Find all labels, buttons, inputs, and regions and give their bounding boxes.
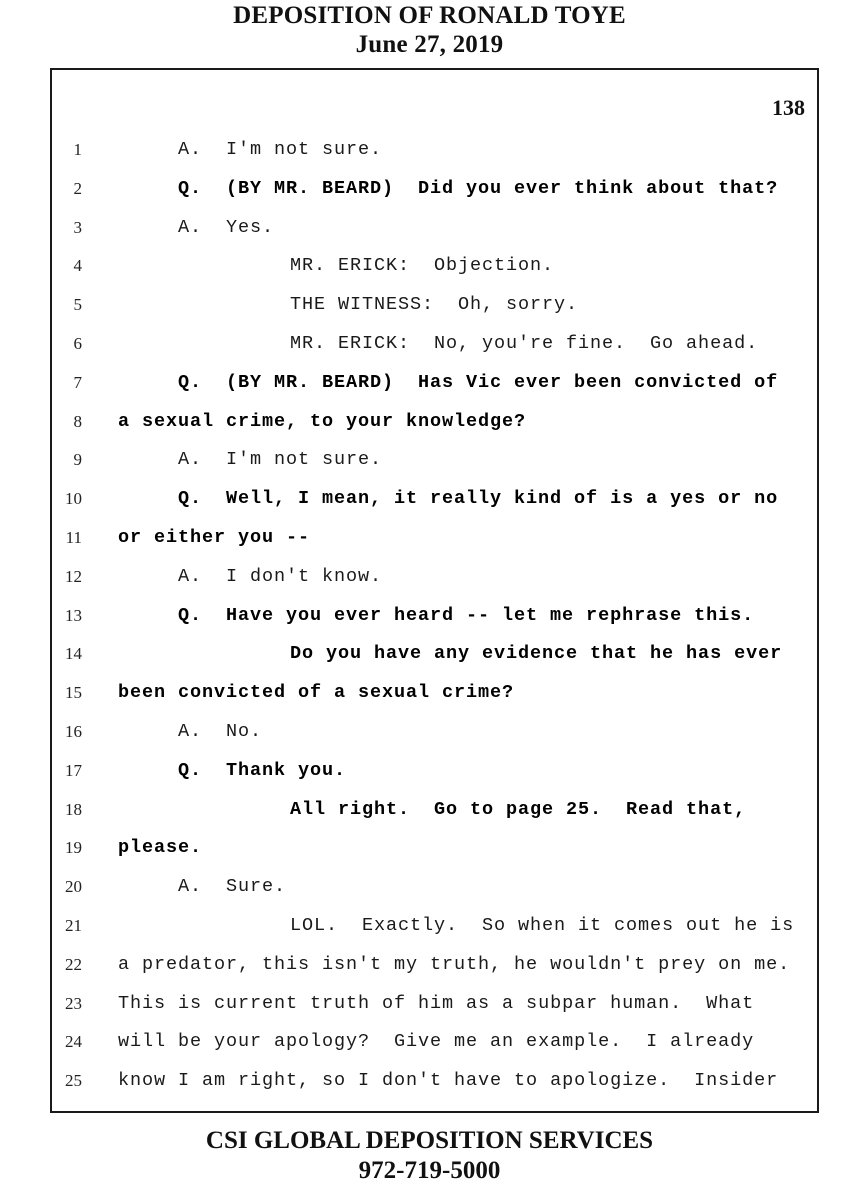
transcript-line <box>52 1070 817 1109</box>
line-text: Q. Well, I mean, it really kind of is a yes or no <box>178 488 779 510</box>
line-number: 20 <box>65 877 82 897</box>
line-text: A. I'm not sure. <box>178 449 383 471</box>
line-number: 16 <box>65 722 82 741</box>
transcript-line <box>52 1031 817 1070</box>
transcript-line <box>52 139 817 178</box>
line-text: A. Sure. <box>178 876 287 898</box>
line-number: 8 <box>73 411 82 431</box>
document-title: DEPOSITION OF RONALD TOYE <box>233 2 626 29</box>
line-number: 18 <box>65 799 82 819</box>
transcript-line <box>52 876 817 915</box>
page-number: 138 <box>772 95 805 120</box>
line-number: 17 <box>65 760 82 780</box>
line-text: A. I don't know. <box>178 565 383 587</box>
line-text: a sexual crime, to your knowledge? <box>118 410 527 432</box>
line-number: 9 <box>73 450 82 470</box>
line-number: 15 <box>65 683 82 703</box>
line-text: Q. Thank you. <box>178 759 347 781</box>
line-text: A. Yes. <box>178 216 275 238</box>
transcript-line <box>52 294 817 333</box>
transcript-line <box>52 721 817 760</box>
line-text: will be your apology? Give me an example. I already <box>118 1031 755 1053</box>
line-number: 22 <box>65 954 82 974</box>
transcript-line <box>52 915 817 954</box>
transcript-line <box>52 372 817 411</box>
line-number: 2 <box>73 178 82 198</box>
line-text: This is current truth of him as a subpar human. What <box>118 992 755 1014</box>
line-text: MR. ERICK: No, you're fine. Go ahead. <box>290 333 759 354</box>
transcript-line <box>52 837 817 876</box>
line-text: Q. Have you ever heard -- let me rephrase this. <box>178 604 755 626</box>
transcript-line <box>52 255 817 294</box>
transcript-line <box>52 488 817 527</box>
transcript-line <box>52 605 817 644</box>
line-number: 25 <box>65 1071 82 1091</box>
transcript-line <box>52 217 817 256</box>
line-number: 14 <box>65 644 82 664</box>
transcript-line <box>52 449 817 488</box>
transcript-line <box>52 682 817 721</box>
line-text: know I am right, so I don't have to apologize. Insider <box>118 1070 779 1092</box>
transcript-line <box>52 178 817 217</box>
line-number: 12 <box>65 566 82 586</box>
line-number: 10 <box>65 489 82 509</box>
line-text: please. <box>118 837 203 859</box>
line-text: Do you have any evidence that he has ever <box>290 643 783 665</box>
transcript-line <box>52 799 817 838</box>
line-text: LOL. Exactly. So when it comes out he is <box>290 915 795 936</box>
footer-company: CSI GLOBAL DEPOSITION SERVICES <box>205 1127 654 1154</box>
line-text: Q. (BY MR. BEARD) Has Vic ever been convicted of <box>178 371 779 393</box>
line-text: a predator, this isn't my truth, he wouldn't prey on me. <box>118 953 791 975</box>
line-number: 4 <box>73 256 82 276</box>
line-number: 23 <box>65 993 82 1013</box>
line-text: MR. ERICK: Objection. <box>290 255 555 277</box>
line-number: 24 <box>65 1032 82 1052</box>
line-number: 6 <box>73 334 82 353</box>
transcript-page <box>50 68 819 1113</box>
line-number: 7 <box>73 372 82 392</box>
line-text: All right. Go to page 25. Read that, <box>290 798 747 820</box>
line-text: A. No. <box>178 721 263 742</box>
line-number: 13 <box>65 605 82 625</box>
line-text: A. I'm not sure. <box>178 139 383 160</box>
transcript-line <box>52 527 817 566</box>
line-text: Q. (BY MR. BEARD) Did you ever think about that? <box>178 177 779 199</box>
line-number: 1 <box>73 140 82 159</box>
line-number: 11 <box>65 528 82 547</box>
transcript-line <box>52 566 817 605</box>
line-text: been convicted of a sexual crime? <box>118 682 515 704</box>
transcript-line <box>52 954 817 993</box>
deposition-date: June 27, 2019 <box>355 31 504 58</box>
line-text: THE WITNESS: Oh, sorry. <box>290 294 579 316</box>
line-number: 21 <box>65 916 82 935</box>
footer-phone: 972-719-5000 <box>358 1157 501 1184</box>
line-number: 5 <box>73 295 82 315</box>
line-number: 3 <box>73 217 82 237</box>
transcript-line <box>52 993 817 1032</box>
transcript-line <box>52 333 817 372</box>
line-text: or either you -- <box>118 527 311 548</box>
transcript-line <box>52 643 817 682</box>
transcript-line <box>52 760 817 799</box>
transcript-line <box>52 411 817 450</box>
line-number: 19 <box>65 838 82 858</box>
